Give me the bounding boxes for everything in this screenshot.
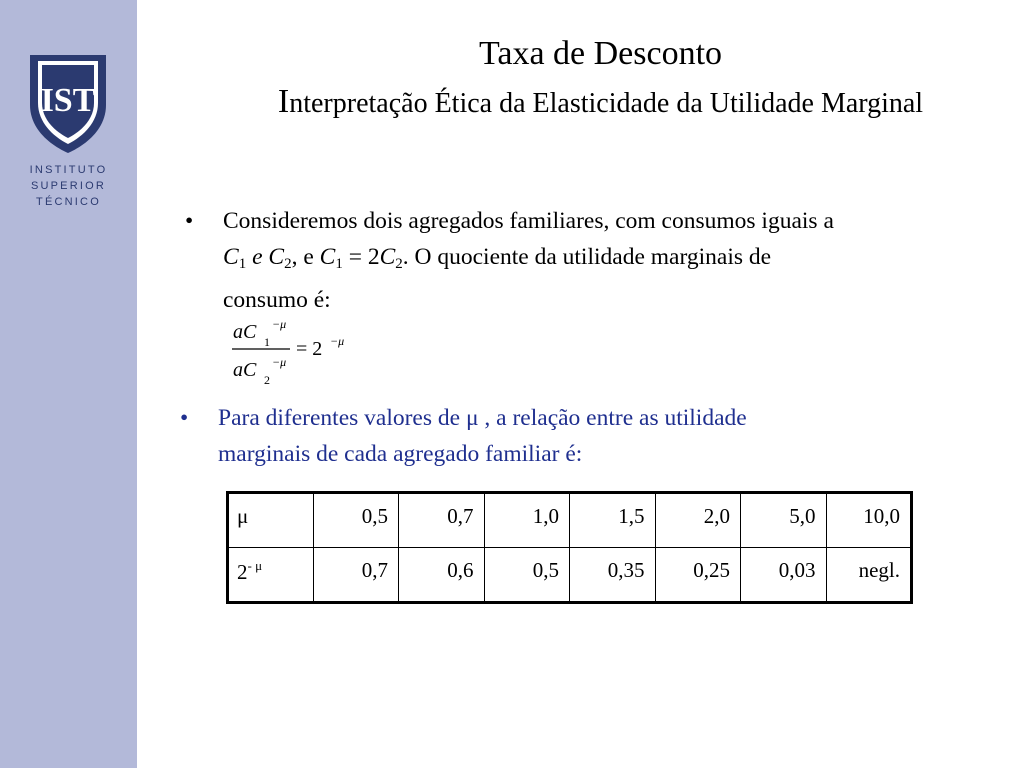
slide-subtitle	[137, 84, 1024, 122]
row-label-mu: μ	[228, 493, 314, 548]
ist-shield-logo-icon	[28, 53, 108, 155]
formula-numerator: aC	[233, 321, 257, 343]
table-cell: 1,0	[484, 493, 570, 548]
mu-ratio-table	[226, 491, 913, 604]
table-cell: 0,7	[313, 548, 399, 603]
formula-denominator: aC	[233, 359, 257, 381]
row-label-ratio: $2^{- \mu}$	[228, 548, 314, 603]
ist-monogram: IST	[40, 82, 96, 119]
formula-rhs: = 2	[296, 338, 323, 360]
table-cell: 5,0	[741, 493, 827, 548]
marginal-utility-ratio-formula	[230, 314, 370, 390]
table-cell: 0,6	[399, 548, 485, 603]
formula-denominator-exp: −μ	[272, 355, 287, 369]
table-cell: 0,25	[655, 548, 741, 603]
table-cell: 1,5	[570, 493, 656, 548]
institute-line-1: INSTITUTO	[29, 164, 108, 176]
bullet1-line1: Consideremos dois agregados familiares, com consumos iguais a	[223, 208, 834, 234]
table-cell: 0,35	[570, 548, 656, 603]
bullet-text	[223, 203, 983, 318]
formula-numerator-exp: −μ	[272, 317, 287, 331]
bullet-text	[218, 400, 918, 472]
table-cell: negl.	[826, 548, 912, 603]
table-cell: 0,03	[741, 548, 827, 603]
institute-line-3: TÉCNICO	[36, 196, 101, 208]
formula-rhs-exp: −μ	[330, 334, 345, 348]
bullet1-line2: $C_1$ e $C_2$, e $C_1 = 2C_2$. O quociente da utilidade marginais de	[223, 244, 772, 272]
bullet2-line1: Para diferentes valores de μ , a relação entre as utilidade	[218, 405, 747, 431]
slide-title: Taxa de Desconto	[478, 35, 723, 72]
subtitle-initial: I	[277, 83, 290, 120]
bullet2-line2: marginais de cada agregado familiar é:	[218, 441, 583, 467]
institute-line-2: SUPERIOR	[30, 180, 107, 192]
subtitle-rest: nterpretação Ética da Elasticidade da Utilidade Marginal	[289, 88, 924, 119]
formula-numerator-sub: 1	[264, 335, 270, 349]
bullet1-line3: consumo é:	[223, 287, 331, 313]
table-cell: 0,5	[313, 493, 399, 548]
table-cell: 2,0	[655, 493, 741, 548]
table-row-ratio	[228, 548, 912, 603]
sidebar	[0, 0, 137, 768]
table-cell: 10,0	[826, 493, 912, 548]
table-row-mu	[228, 493, 912, 548]
table-cell: 0,7	[399, 493, 485, 548]
formula-denominator-sub: 2	[264, 373, 270, 387]
bullet-marker: •	[185, 208, 194, 234]
bullet-marker: •	[180, 405, 189, 431]
table-cell: 0,5	[484, 548, 570, 603]
